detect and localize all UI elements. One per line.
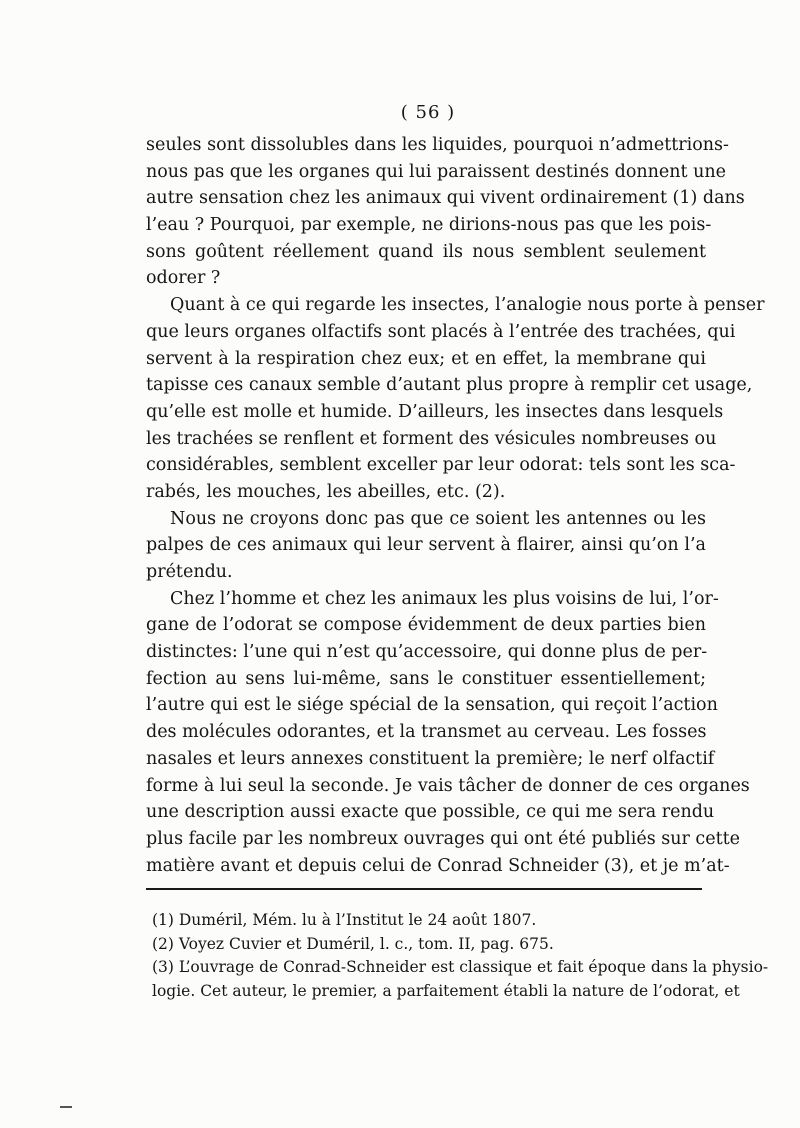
body-line: prétendu. [146,562,233,582]
body-line: fection au sens lui-même, sans le constituer essentiellement; [146,668,706,689]
footnote: (2) Voyez Cuvier et Duméril, l. c., tom. II, pag. 675. [152,934,554,953]
body-text [146,132,765,879]
body-line: rabés, les mouches, les abeilles, etc. (2). [146,481,506,502]
footnotes [152,909,769,1003]
body-line: matière avant et depuis celui de Conrad Schneider (3), et je m’at- [146,855,730,876]
body-line: Chez l’homme et chez les animaux les plus voisins de lui, l’or- [170,588,719,609]
body-line: palpes de ces animaux qui leur servent à flairer, ainsi qu’on l’a [146,535,706,556]
body-line: Quant à ce qui regarde les insectes, l’analogie nous porte à penser [170,295,765,316]
footnote: logie. Cet auteur, le premier, a parfaitement établi la nature de l’odorat, et [152,981,740,1000]
body-line: forme à lui seul la seconde. Je vais tâcher de donner de ces organes [146,775,750,796]
body-line: qu’elle est molle et humide. D’ailleurs, les insectes dans lesquels [146,401,724,422]
footnote: (3) L’ouvrage de Conrad-Schneider est classique et fait époque dans la physio- [152,958,769,976]
body-line: que leurs organes olfactifs sont placés à l’entrée des trachées, qui [146,321,736,342]
body-line: des molécules odorantes, et la transmet au cerveau. Les fosses [146,722,707,743]
body-line: servent à la respiration chez eux; et en effet, la membrane qui [146,348,706,369]
body-line: nasales et leurs annexes constituent la première; le nerf olfactif [146,748,715,769]
body-line: une description aussi exacte que possible, ce qui me sera rendu [146,802,715,823]
footnote-separator [146,888,702,890]
body-line: plus facile par les nombreux ouvrages qui ont été publiés sur cette [146,828,740,849]
page-number: ( 56 ) [400,102,456,123]
body-line: l’eau ? Pourquoi, par exemple, ne dirions-nous pas que les pois- [146,215,712,236]
body-line: l’autre qui est le siége spécial de la sensation, qui reçoit l’action [146,695,718,716]
body-line: distinctes: l’une qui n’est qu’accessoire, qui donne plus de per- [146,642,708,663]
body-line: seules sont dissolubles dans les liquides, pourquoi n’admettrions- [146,135,729,155]
margin-mark [60,1106,72,1108]
body-line: Nous ne croyons donc pas que ce soient les antennes ou les [170,508,706,529]
body-line: nous pas que les organes qui lui paraissent destinés donnent une [146,161,727,182]
footnote: (1) Duméril, Mém. lu à l’Institut le 24 août 1807. [152,911,537,929]
body-line: tapisse ces canaux semble d’autant plus propre à remplir cet usage, [146,375,753,396]
body-line: autre sensation chez les animaux qui vivent ordinairement (1) dans [146,188,745,209]
body-line: considérables, semblent exceller par leur odorat: tels sont les sca- [146,455,736,476]
body-line: sons goûtent réellement quand ils nous semblent seulement [146,241,706,262]
body-line: les trachées se renflent et forment des vésicules nombreuses ou [146,428,717,449]
body-line: gane de l’odorat se compose évidemment de deux parties bien [146,615,706,636]
body-line: odorer ? [146,268,221,289]
